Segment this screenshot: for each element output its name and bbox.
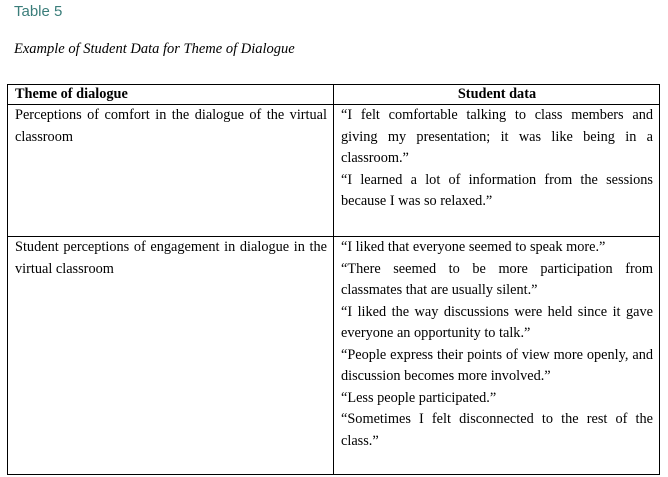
table-label: Table 5	[14, 3, 63, 20]
student-quote: “I learned a lot of information from the sessions because I was so relaxed.”	[341, 171, 653, 209]
student-quote: “People express their points of view more openly, and discussion becomes more involved.”	[341, 346, 653, 384]
table-row	[8, 237, 660, 475]
student-data-table	[7, 84, 660, 475]
student-quote: “Sometimes I felt disconnected to the rest of the class.”	[341, 411, 653, 449]
student-quote: “Less people participated.”	[341, 389, 497, 406]
student-quote: “I felt comfortable talking to class members and giving my presentation; it was like being in a classroom.”	[341, 107, 653, 166]
table-caption: Example of Student Data for Theme of Dialogue	[14, 41, 295, 57]
student-data-cell	[334, 237, 660, 475]
student-data-cell	[334, 105, 660, 237]
student-quote: “There seemed to be more participation from classmates that are usually silent.”	[341, 260, 653, 298]
theme-cell: Student perceptions of engagement in dialogue in the virtual classroom	[8, 237, 334, 475]
student-quote: “I liked that everyone seemed to speak more.”	[341, 239, 606, 255]
header-theme: Theme of dialogue	[8, 85, 334, 105]
table-header-row	[8, 85, 660, 105]
table-row	[8, 105, 660, 237]
student-quote: “I liked the way discussions were held since it gave everyone an opportunity to talk.”	[341, 303, 653, 341]
header-student-data: Student data	[334, 85, 660, 105]
theme-cell: Perceptions of comfort in the dialogue of the virtual classroom	[8, 105, 334, 237]
